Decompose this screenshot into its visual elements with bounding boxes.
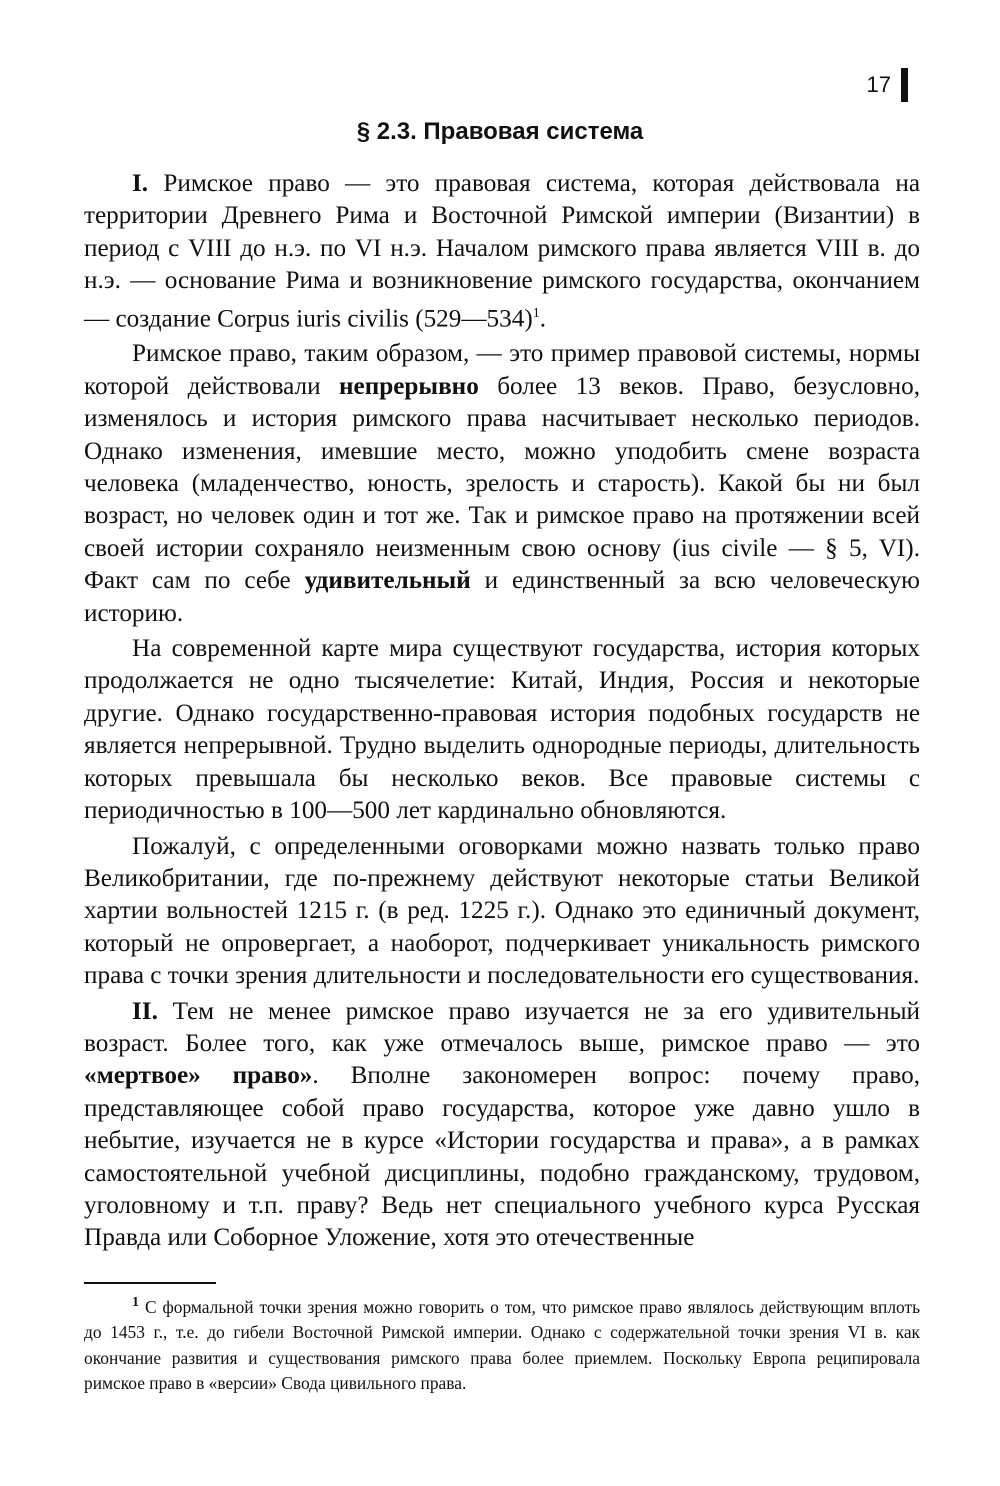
paragraph-5-text-before: Тем не менее римское право изучается не за его удивительный возраст. Более того, как уже отмечалось выше, римское право — это [84, 997, 921, 1057]
paragraph-3-text: На современной карте мира существуют государства, история которых продолжается не одно тысячелетие: Китай, Индия, Россия и некоторые другие. Однако государственно-правовая история подобных государств не является непрерывной. Трудно выделить однородные периоды, длительность которых превышала бы несколько веков. Все правовые системы с периодичностью в 100—500 лет кардинально обновляются. [84, 635, 920, 825]
section-marker-1: I. [132, 170, 149, 197]
paragraph-2-bold: непрерывно [339, 372, 479, 400]
paragraph-2 [84, 338, 920, 630]
paragraph-5-bold: «мертвое» право» [84, 1062, 313, 1090]
paragraph-5 [84, 996, 920, 1255]
footnote-text: С формальной точки зрения можно говорить о том, что римское право являлось действующим вплоть до 1453 г., т.е. до гибели Восточной Римской империи. Однако с содержательной точки зрения VI в. как окончание развития и существования римского права более приемлем. Поскольку Европа реципировала римское право в «версии» Свода цивильного права. [84, 1296, 920, 1394]
paragraph-2-bold-2: удивительный [304, 567, 471, 595]
footnote-ref: 1 [532, 305, 540, 321]
section-marker-2: II. [132, 997, 158, 1025]
paragraph-4 [84, 831, 920, 993]
paragraph-2-text-end: и единственный за всю человеческую историю. [84, 567, 920, 627]
footnote [84, 1290, 920, 1397]
paragraph-4-text: Пожалуй, с определенными оговорками можно назвать только право Великобритании, где по-прежнему действуют некоторые статьи Великой хартии вольностей 1215 г. (в ред. 1225 г.). Однако это единичный документ, который не опровергает, а наоборот, подчеркивает уникальность римского права с точки зрения длительности и последовательности его существования. [84, 832, 920, 990]
paragraph-1-end: . [539, 305, 547, 333]
page-marker-bar [901, 68, 908, 102]
paragraph-1 [84, 168, 920, 335]
paragraph-5-text-after: . Вполне закономерен вопрос: почему право, представляющее собой право государства, которое уже давно ушло в небытие, изучается не в курсе «Истории государства и права», а в рамках самостоятельной учебной дисциплины, подобно гражданскому, трудовом, уголовному и т.п. праву? Ведь нет специального учебного курса Русская Правда или Соборное Уложение, хотя это отечественные [84, 1062, 920, 1252]
paragraph-2-text-after: более 13 веков. Право, безусловно, изменялось и история римского права насчитывает несколько периодов. Однако изменения, имевшие место, можно уподобить смене возраста человека (младенчество, юность, зрелость и старость). Какой бы ни был возраст, но человек один и тот же. Так и римское право на протяжении всей своей истории сохраняло неизменным свою основу (ius civile — § 5, VI). Факт сам по себе [84, 372, 920, 595]
body-text [84, 168, 920, 1258]
section-title: § 2.3. Правовая система [356, 118, 644, 145]
page-number [867, 68, 908, 102]
paragraph-1-text: Римское право — это правовая система, которая действовала на территории Древнего Рима и Восточной Римской империи (Византии) в период с VIII до н.э. по VI н.э. Началом римского права является VIII в. до н.э. — основание Рима и возникновение римского государства, окончанием — создание Corpus iuris civilis (529—534) [84, 170, 921, 333]
footnote-number: 1 [132, 1295, 139, 1310]
footnote-paragraph [84, 1290, 920, 1397]
page-number-text: 17 [866, 72, 891, 97]
paragraph-2-text-before: Римское право, таким образом, — это пример правовой системы, нормы которой действовали [84, 340, 920, 400]
paragraph-3 [84, 633, 920, 827]
footnote-divider [84, 1282, 216, 1284]
